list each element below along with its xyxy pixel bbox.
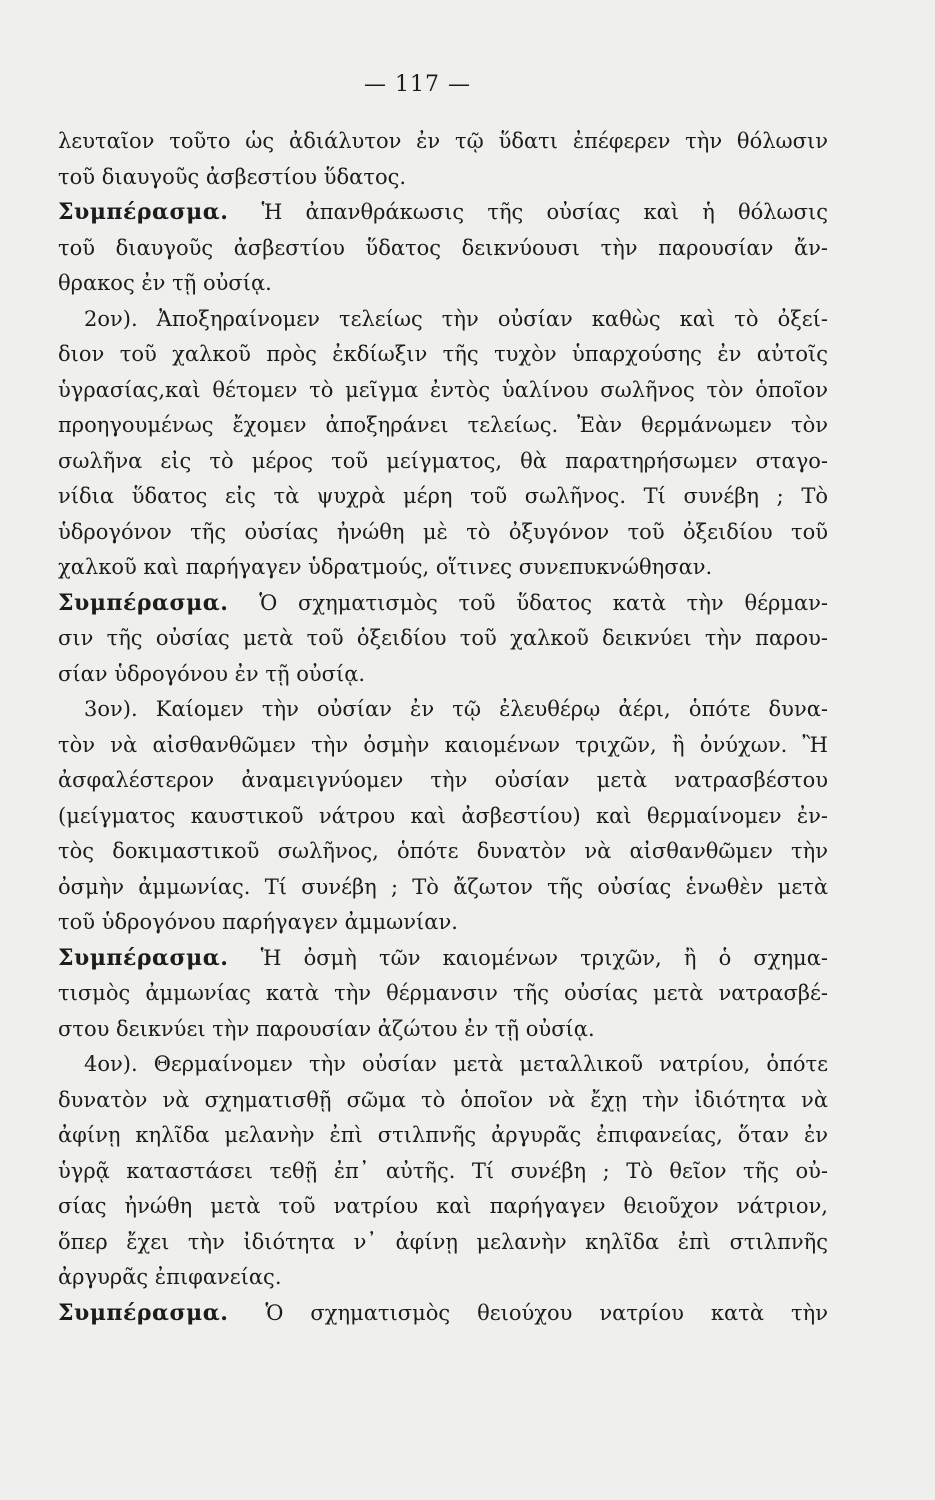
text-line-content: Ἡ ἀπανθράκωσις τῆς οὐσίας καὶ ἡ θόλωσις <box>261 200 828 224</box>
text-line-content: ἀφίνῃ κηλῖδα μελανὴν ἐπὶ στιλπνῆς ἀργυρᾶς ἐπιφανείας, ὅταν ἐν <box>58 1123 828 1147</box>
text-line <box>58 550 828 586</box>
text-line <box>58 337 828 373</box>
text-line <box>58 373 828 409</box>
text-line <box>58 728 828 764</box>
text-line-content: ὑγρασίας,καὶ θέτομεν τὸ μεῖγμα ἐντὸς ὑαλίνου σωλῆνος τὸν ὁποῖον <box>58 377 828 402</box>
conclusion-heading: Συμπέρασμα. <box>58 1299 229 1326</box>
body-text <box>58 124 828 1331</box>
text-line <box>58 1154 828 1190</box>
text-line <box>58 763 828 799</box>
text-line <box>58 1083 828 1119</box>
text-line <box>58 976 828 1012</box>
text-line-content: θρακος ἐν τῇ οὐσίᾳ. <box>58 271 272 295</box>
text-line-content: ὑγρᾷ καταστάσει τεθῇ ἐπ᾽ αὐτῆς. Τί συνέβη ; Τὸ θεῖον τῆς οὐ- <box>58 1158 828 1183</box>
text-line <box>58 905 828 941</box>
text-line <box>58 870 828 906</box>
text-line-content: τὸς δοκιμαστικοῦ σωλῆνος, ὁπότε δυνατὸν νὰ αἰσθανθῶμεν τὴν <box>58 839 828 863</box>
text-line-content: χαλκοῦ καὶ παρήγαγεν ὑδρατμούς, οἵτινες συνεπυκνώθησαν. <box>58 555 713 579</box>
text-line-content: σίαν ὑδρογόνου ἐν τῇ οὐσίᾳ. <box>58 661 366 686</box>
text-line <box>58 799 828 835</box>
text-line <box>58 231 828 267</box>
text-line-content: τὸν νὰ αἰσθανθῶμεν τὴν ὀσμὴν καιομένων τριχῶν, ἢ ὀνύχων. Ἢ <box>58 732 828 757</box>
page-number: — 117 — <box>364 72 471 97</box>
text-line <box>58 1012 828 1048</box>
text-line-content: 3ον). Καίομεν τὴν οὐσίαν ἐν τῷ ἐλευθέρῳ ἀέρι, ὁπότε δυνα- <box>84 697 828 721</box>
text-line-content: Ἡ ὀσμὴ τῶν καιομένων τριχῶν, ἢ ὁ σχημα- <box>260 945 828 970</box>
text-line <box>58 941 828 977</box>
text-line-content: λευταῖον τοῦτο ὡς ἀδιάλυτον ἐν τῷ ὕδατι ἐπέφερεν τὴν θόλωσιν <box>58 129 828 153</box>
text-line-content: ὑδρογόνον τῆς οὐσίας ἠνώθη μὲ τὸ ὀξυγόνον τοῦ ὀξειδίου τοῦ <box>58 519 828 544</box>
text-line <box>58 1118 828 1154</box>
text-line-content: τοῦ διαυγοῦς ἀσβεστίου ὕδατος. <box>58 164 407 189</box>
text-line <box>58 621 828 657</box>
text-line <box>58 1047 828 1083</box>
text-line-content: Ὁ σχηματισμὸς τοῦ ὕδατος κατὰ τὴν θέρμαν- <box>259 590 829 615</box>
conclusion-heading: Συμπέρασμα. <box>58 199 229 225</box>
text-line <box>58 124 828 160</box>
text-line <box>58 479 828 515</box>
text-line-content: σωλῆνα εἰς τὸ μέρος τοῦ μείγματος, θὰ παρατηρήσωμεν σταγο- <box>58 448 828 473</box>
text-line-content: ἀργυρᾶς ἐπιφανείας. <box>58 1265 282 1289</box>
text-line-content: νίδια ὕδατος εἰς τὰ ψυχρὰ μέρη τοῦ σωλῆνος. Τί συνέβη ; Τὸ <box>58 484 828 508</box>
text-line <box>58 408 828 444</box>
text-line <box>58 834 828 870</box>
text-line-content: τισμὸς ἀμμωνίας κατὰ τὴν θέρμανσιν τῆς οὐσίας μετὰ νατρασβέ- <box>58 981 828 1005</box>
text-line <box>58 1260 828 1296</box>
conclusion-heading: Συμπέρασμα. <box>58 589 229 616</box>
text-line <box>58 160 828 196</box>
text-line <box>58 266 828 302</box>
text-line-content: δυνατὸν νὰ σχηματισθῇ σῶμα τὸ ὁποῖον νὰ ἔχῃ τὴν ἰδιότητα νὰ <box>58 1087 828 1112</box>
text-line-content: ὀσμὴν ἀμμωνίας. Τί συνέβη ; Τὸ ἄζωτον τῆς οὐσίας ἑνωθὲν μετὰ <box>58 874 828 899</box>
text-line-content: σιν τῆς οὐσίας μετὰ τοῦ ὀξειδίου τοῦ χαλκοῦ δεικνύει τὴν παρου- <box>58 626 828 650</box>
text-line <box>58 515 828 551</box>
text-line <box>58 195 828 231</box>
text-line-content: διον τοῦ χαλκοῦ πρὸς ἐκδίωξιν τῆς τυχὸν ὑπαρχούσης ἐν αὐτοῖς <box>58 342 828 366</box>
text-line <box>58 1225 828 1261</box>
text-line-content: στου δεικνύει τὴν παρουσίαν ἀζώτου ἐν τῇ οὐσίᾳ. <box>58 1016 595 1041</box>
text-line <box>58 1296 828 1332</box>
text-line <box>58 444 828 480</box>
text-line-content: ὅπερ ἔχει τὴν ἰδιότητα ν᾽ ἀφίνῃ μελανὴν κηλῖδα ἐπὶ στιλπνῆς <box>58 1229 828 1254</box>
text-line <box>58 1189 828 1225</box>
text-line-content: 4ον). Θερμαίνομεν τὴν οὐσίαν μετὰ μεταλλικοῦ νατρίου, ὁπότε <box>84 1052 828 1076</box>
conclusion-heading: Συμπέρασμα. <box>58 944 229 971</box>
text-line-content: Ὁ σχηματισμὸς θειούχου νατρίου κατὰ τὴν <box>265 1300 828 1325</box>
text-line-content: προηγουμένως ἔχομεν ἀποξηράνει τελείως. Ἐὰν θερμάνωμεν τὸν <box>58 413 828 437</box>
text-line-content: (μείγματος καυστικοῦ νάτρου καὶ ἀσβεστίου) καὶ θερμαίνομεν ἐν- <box>58 803 828 828</box>
text-line-content: τοῦ ὑδρογόνου παρήγαγεν ἀμμωνίαν. <box>58 910 458 934</box>
text-line-content: σίας ἠνώθη μετὰ τοῦ νατρίου καὶ παρήγαγεν θειοῦχον νάτριον, <box>58 1194 828 1218</box>
text-line <box>58 692 828 728</box>
text-line-content: 2ον). Ἀποξηραίνομεν τελείως τὴν οὐσίαν καθὼς καὶ τὸ ὀξεί- <box>84 306 828 331</box>
text-line <box>58 586 828 622</box>
text-line <box>58 302 828 338</box>
text-line-content: ἀσφαλέστερον ἀναμειγνύομεν τὴν οὐσίαν μετὰ νατρασβέστου <box>58 768 828 792</box>
text-line-content: τοῦ διαυγοῦς ἀσβεστίου ὕδατος δεικνύουσι τὴν παρουσίαν ἄν- <box>58 235 828 260</box>
text-line <box>58 657 828 693</box>
